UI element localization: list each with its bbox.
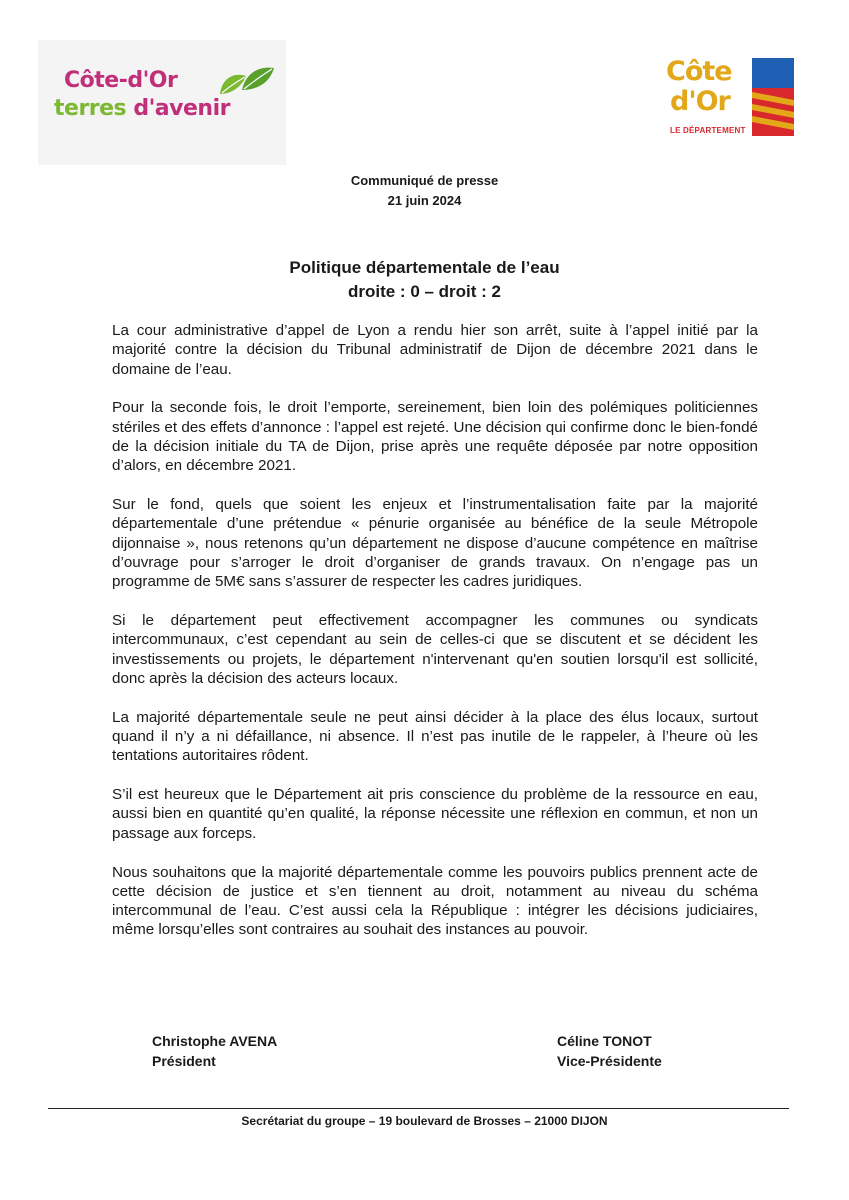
body-paragraph: Pour la seconde fois, le droit l’emporte, sereinement, bien loin des polémiques politiciennes stériles et des effets d’annonce : l’appel est rejeté. Une décision qui confirme donc le bien-fondé de la décision initiale du TA de Dijon, prise après une requête déposée par notre opposition d’alors, en décembre 2021. <box>112 399 758 475</box>
title-line1: Politique départementale de l’eau <box>289 258 560 277</box>
press-release-title <box>0 256 849 304</box>
cote-dor-departement-logo <box>664 56 798 140</box>
press-release-body <box>112 321 758 959</box>
body-paragraph: La cour administrative d’appel de Lyon a rendu hier son arrêt, suite à l’appel initié par la majorité contre la décision du Tribunal administratif de Dijon de décembre 2021 dans le domaine de l’eau. <box>112 322 758 378</box>
body-paragraph: Nous souhaitons que la majorité départementale comme les pouvoirs publics prennent acte de cette décision de justice et s’en tiennent au droit, notamment au niveau du schéma intercommunal de l’eau. C’est aussi cela la République : intégrer les décisions judiciaires, même lorsqu’elles sont contraires au souhait des instances au pouvoir. <box>112 863 758 939</box>
signature-vice-president <box>557 1031 662 1071</box>
leaf-icon <box>216 64 278 98</box>
departement-flag-icon <box>752 58 794 136</box>
press-release-label: Communiqué de presse <box>350 173 499 188</box>
footer-address: Secrétariat du groupe – 19 boulevard de Brosses – 21000 DIJON <box>241 1114 608 1128</box>
signatory-name: Céline TONOT <box>557 1033 652 1049</box>
logo-left-word-terres: terres <box>54 96 127 121</box>
logo-right-line1: Côte <box>666 56 732 87</box>
title-line2: droite : 0 – droit : 2 <box>347 282 502 301</box>
signatory-role: Président <box>152 1053 216 1069</box>
logo-left-line2 <box>54 96 230 121</box>
cote-dor-terres-davenir-logo <box>38 40 286 165</box>
press-release-date: 21 juin 2024 <box>387 193 462 208</box>
body-paragraph: La majorité départementale seule ne peut ainsi décider à la place des élus locaux, surtout quand il n’y a ni défaillance, ni absence. Il n’est pas inutile de le rappeler, à l’heure où les tentations autoritaires rôdent. <box>112 708 758 765</box>
footer-divider <box>48 1108 789 1109</box>
signatory-role: Vice-Présidente <box>557 1053 662 1069</box>
body-paragraph: Sur le fond, quels que soient les enjeux et l’instrumentalisation faite par la majorité départementale d’une prétendue « pénurie organisée au bénéfice de la seule Métropole dijonnaise », nous retenons qu’un département ne dispose d’aucune compétence en maîtrise d’ouvrage pour s’arroger le droit d’organiser de grands travaux. On n’engage pas un programme de 5M€ sans s’assurer de respecter les cadres juridiques. <box>112 496 758 591</box>
press-release-header <box>0 171 849 211</box>
logo-left-word-davenir: d'avenir <box>133 96 230 121</box>
body-paragraph: S’il est heureux que le Département ait pris conscience du problème de la ressource en eau, aussi bien en quantité qu’en qualité, la réponse nécessite une réflexion en commun, et non un passage aux forceps. <box>112 786 758 842</box>
body-paragraph: Si le département peut effectivement accompagner les communes ou syndicats intercommunaux, c’est cependant au sein de celles-ci que se discutent et se décident les investissements ou projets, le département n'intervenant qu'en soutien lorsqu'il est sollicité, donc après la décision des acteurs locaux. <box>112 612 758 687</box>
logo-right-subtitle: LE DÉPARTEMENT <box>670 126 746 135</box>
logo-left-line1: Côte-d'Or <box>64 68 178 93</box>
signatory-name: Christophe AVENA <box>152 1033 278 1049</box>
signature-president <box>152 1031 277 1071</box>
logo-right-line2: d'Or <box>670 86 730 117</box>
